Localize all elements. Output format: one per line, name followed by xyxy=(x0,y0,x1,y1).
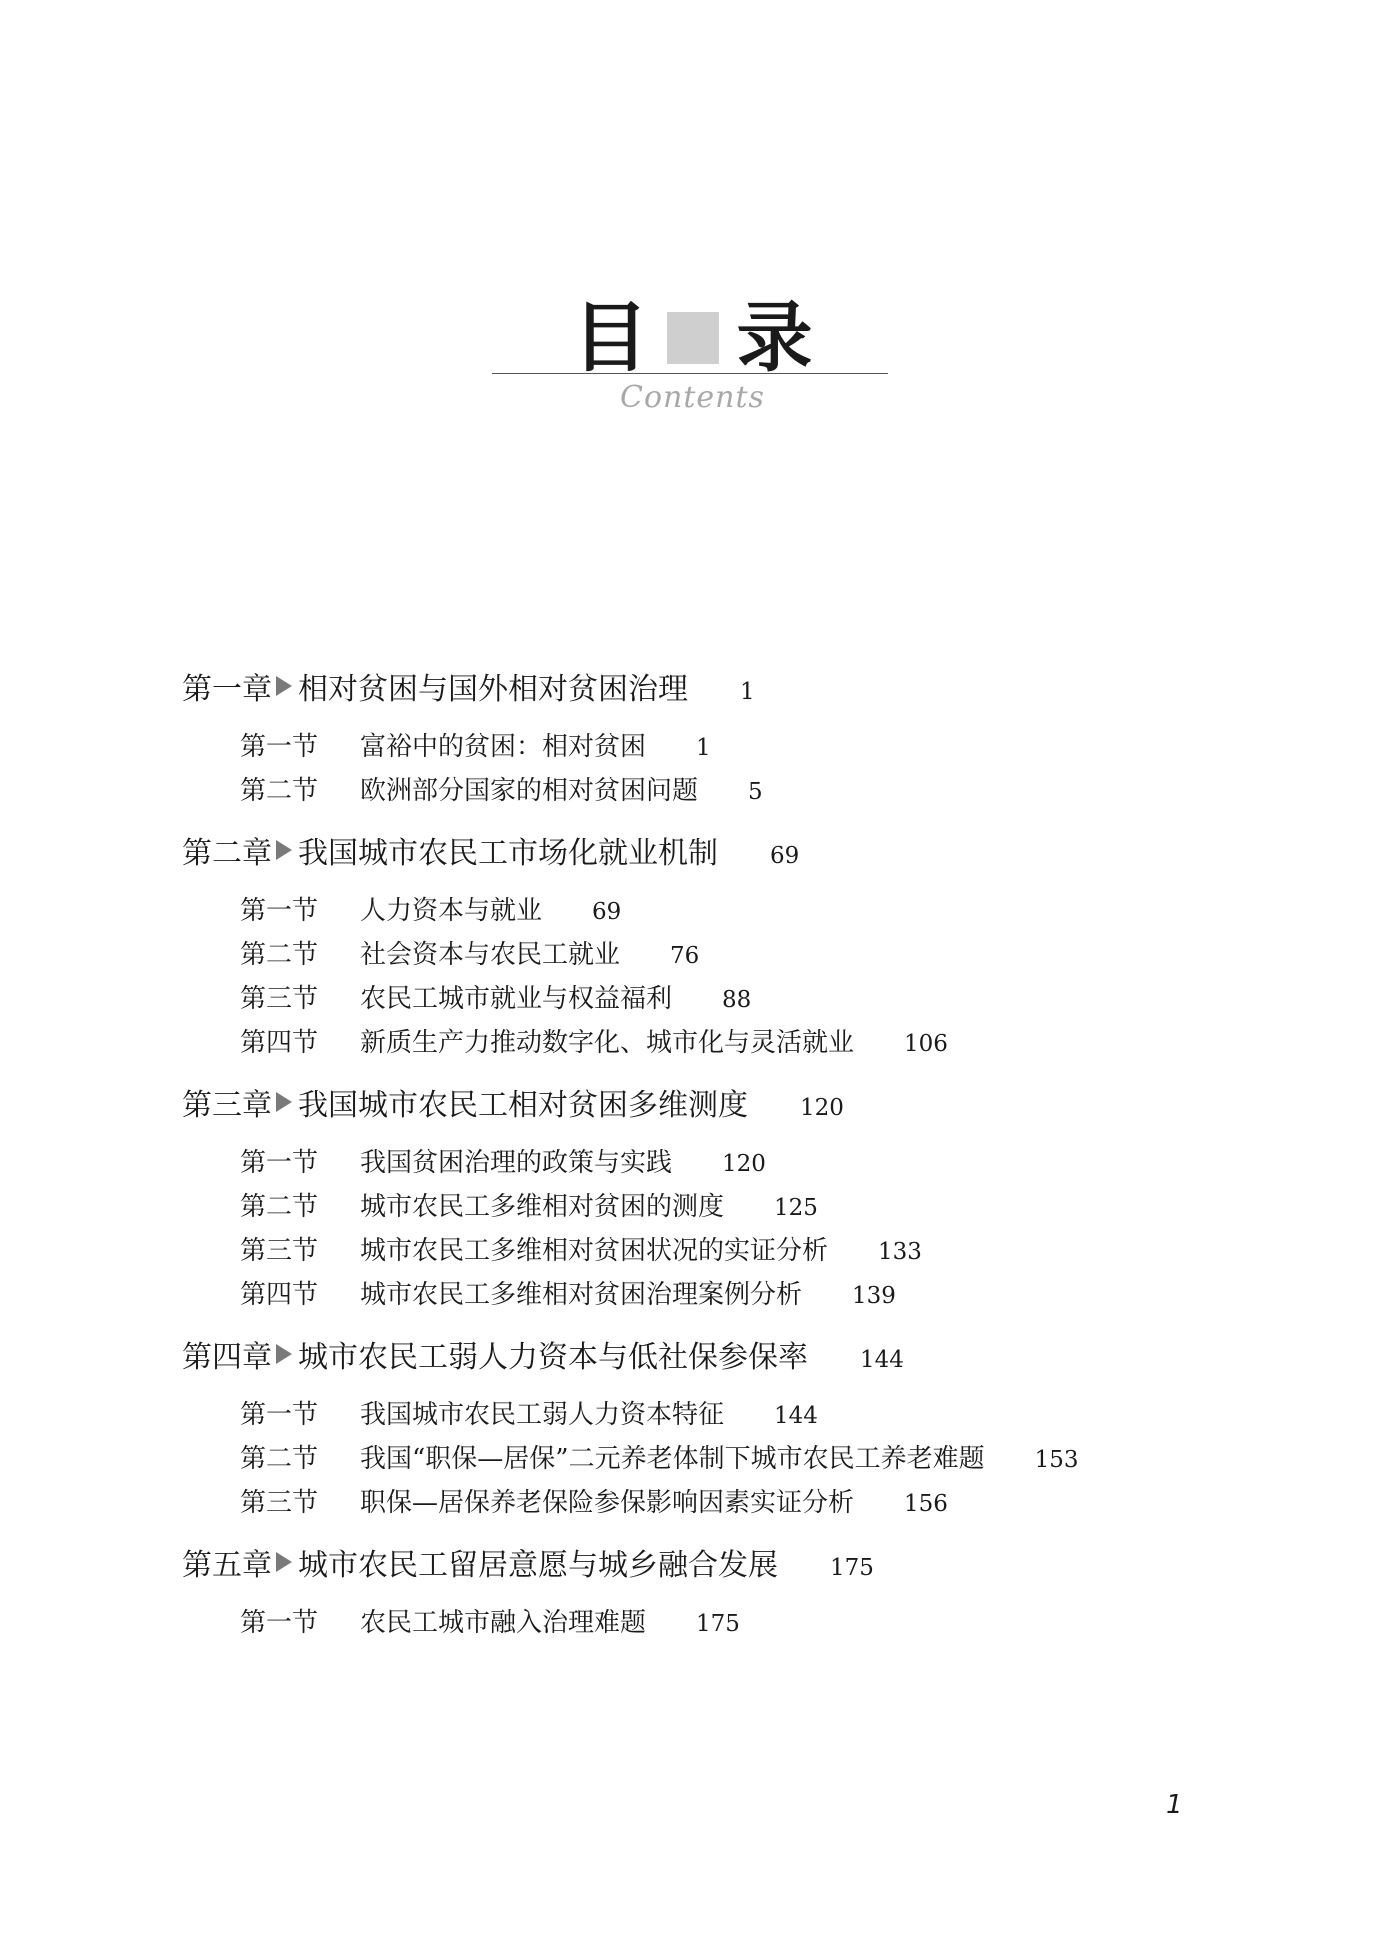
section-page-number: 88 xyxy=(722,987,752,1013)
section-number: 第四节 xyxy=(240,1280,319,1310)
toc-chapter[interactable] xyxy=(182,1080,1302,1138)
section-page-number: 1 xyxy=(696,735,711,761)
toc-chapter[interactable] xyxy=(182,828,1302,886)
section-title: 城市农民工多维相对贫困的测度 xyxy=(360,1192,725,1222)
section-title: 我国城市农民工弱人力资本特征 xyxy=(360,1400,725,1430)
section-title: 欧洲部分国家的相对贫困问题 xyxy=(360,776,699,806)
section-title: 我国“职保—居保”二元养老体制下城市农民工养老难题 xyxy=(360,1444,985,1474)
toc-section[interactable] xyxy=(240,1186,1302,1230)
section-title: 人力资本与就业 xyxy=(360,896,543,926)
section-title: 农民工城市融入治理难题 xyxy=(360,1608,647,1638)
toc-chapter[interactable] xyxy=(182,1332,1302,1390)
section-number: 第二节 xyxy=(240,776,319,806)
chapter-title: 城市农民工弱人力资本与低社保参保率 xyxy=(298,1340,808,1375)
section-page-number: 106 xyxy=(904,1031,948,1057)
section-title: 社会资本与农民工就业 xyxy=(360,940,621,970)
triangle-arrow-icon xyxy=(276,676,292,696)
section-page-number: 153 xyxy=(1034,1447,1079,1473)
toc-section[interactable] xyxy=(240,978,1302,1022)
section-page-number: 175 xyxy=(696,1611,740,1637)
section-number: 第二节 xyxy=(240,1192,319,1222)
toc-section[interactable] xyxy=(240,1602,1302,1646)
chapter-page-number: 69 xyxy=(770,843,800,869)
section-title: 新质生产力推动数字化、城市化与灵活就业 xyxy=(360,1028,855,1058)
chapter-number: 第一章 xyxy=(182,672,272,707)
chapter-number: 第五章 xyxy=(182,1548,272,1583)
section-number: 第一节 xyxy=(240,1148,319,1178)
chapter-page-number: 175 xyxy=(830,1555,874,1581)
triangle-arrow-icon xyxy=(276,1092,292,1112)
toc-chapter[interactable] xyxy=(182,1540,1302,1598)
chapter-page-number: 1 xyxy=(740,679,755,705)
section-page-number: 76 xyxy=(670,943,700,969)
toc-section[interactable] xyxy=(240,1438,1302,1482)
section-page-number: 125 xyxy=(774,1195,818,1221)
section-page-number: 120 xyxy=(722,1151,766,1177)
toc-title xyxy=(0,293,1385,382)
chapter-title: 城市农民工留居意愿与城乡融合发展 xyxy=(298,1548,778,1583)
toc-section[interactable] xyxy=(240,1482,1302,1526)
toc-sections xyxy=(182,1602,1302,1646)
toc-section[interactable] xyxy=(240,934,1302,978)
chapter-page-number: 120 xyxy=(800,1095,844,1121)
chapter-number: 第三章 xyxy=(182,1088,272,1123)
toc-section[interactable] xyxy=(240,1274,1302,1318)
section-number: 第一节 xyxy=(240,732,319,762)
section-title: 城市农民工多维相对贫困治理案例分析 xyxy=(360,1280,803,1310)
section-page-number: 5 xyxy=(748,779,763,805)
triangle-arrow-icon xyxy=(276,1552,292,1572)
title-char-2: 录 xyxy=(736,293,813,382)
toc-section[interactable] xyxy=(240,890,1302,934)
chapter-title: 相对贫困与国外相对贫困治理 xyxy=(298,672,688,707)
section-number: 第一节 xyxy=(240,896,319,926)
table-of-contents xyxy=(182,664,1302,1648)
toc-sections xyxy=(182,890,1302,1066)
section-title: 城市农民工多维相对贫困状况的实证分析 xyxy=(360,1236,829,1266)
section-title: 富裕中的贫困：相对贫困 xyxy=(360,732,647,762)
toc-section[interactable] xyxy=(240,1230,1302,1274)
section-number: 第二节 xyxy=(240,940,319,970)
section-number: 第二节 xyxy=(240,1444,319,1474)
section-number: 第三节 xyxy=(240,984,319,1014)
section-number: 第一节 xyxy=(240,1608,319,1638)
toc-section[interactable] xyxy=(240,726,1302,770)
chapter-number: 第二章 xyxy=(182,836,272,871)
section-page-number: 69 xyxy=(592,899,622,925)
title-square-ornament xyxy=(667,312,719,364)
page-number: 1 xyxy=(1166,1790,1183,1820)
chapter-number: 第四章 xyxy=(182,1340,272,1375)
chapter-page-number: 144 xyxy=(860,1347,904,1373)
toc-section[interactable] xyxy=(240,1142,1302,1186)
toc-section[interactable] xyxy=(240,1022,1302,1066)
chapter-title: 我国城市农民工相对贫困多维测度 xyxy=(298,1088,748,1123)
section-number: 第四节 xyxy=(240,1028,319,1058)
section-page-number: 139 xyxy=(852,1283,896,1309)
triangle-arrow-icon xyxy=(276,840,292,860)
triangle-arrow-icon xyxy=(276,1344,292,1364)
title-rule xyxy=(492,373,888,374)
section-number: 第三节 xyxy=(240,1236,319,1266)
section-page-number: 144 xyxy=(774,1403,818,1429)
section-title: 我国贫困治理的政策与实践 xyxy=(360,1148,673,1178)
subtitle-contents: Contents xyxy=(620,380,765,415)
toc-sections xyxy=(182,726,1302,814)
section-page-number: 156 xyxy=(904,1491,948,1517)
chapter-title: 我国城市农民工市场化就业机制 xyxy=(298,836,718,871)
section-page-number: 133 xyxy=(878,1239,922,1265)
title-char-1: 目 xyxy=(572,293,649,382)
section-title: 职保—居保养老保险参保影响因素实证分析 xyxy=(360,1488,855,1518)
toc-section[interactable] xyxy=(240,770,1302,814)
toc-sections xyxy=(182,1142,1302,1318)
toc-section[interactable] xyxy=(240,1394,1302,1438)
section-number: 第三节 xyxy=(240,1488,319,1518)
section-title: 农民工城市就业与权益福利 xyxy=(360,984,673,1014)
toc-chapter[interactable] xyxy=(182,664,1302,722)
section-number: 第一节 xyxy=(240,1400,319,1430)
toc-sections xyxy=(182,1394,1302,1526)
